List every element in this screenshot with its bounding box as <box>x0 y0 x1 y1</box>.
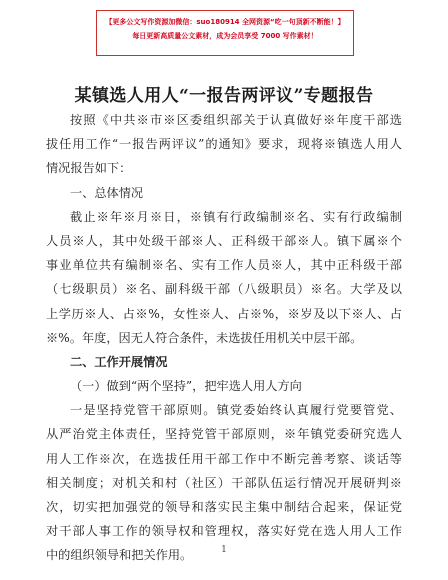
body-line: 中的组织领导和把关作用。 <box>46 548 193 563</box>
promo-banner <box>96 10 354 56</box>
body-line: 用人工作※次，在选拔任用干部工作中不断完善考察、谈话等 <box>46 451 402 466</box>
section-heading-overview: 一、总体情况 <box>70 185 144 200</box>
body-line: 拔任用工作“一报告两评议”的通知》要求，现将※镇选人用人 <box>46 137 402 152</box>
body-line: 上学历※人、占※%，女性※人、占※%，※岁及以下※人、占 <box>46 306 402 321</box>
body-line: 事业单位共有编制※名、实有工作人员※人，其中正科级干部 <box>46 258 402 273</box>
subsection-heading: （一）做到“两个坚持”，把牢选人用人方向 <box>70 379 302 394</box>
body-line: 按照《中共※市※区委组织部关于认真做好※年度干部选 <box>70 113 402 127</box>
body-line: （七级职员）※名、副科级干部（八级职员）※名。大学及以 <box>46 282 402 297</box>
body-line: 相关制度；对机关和村（社区）干部队伍运行情况开展研判※ <box>46 475 402 490</box>
body-line: 截止※年※月※日，※镇有行政编制※名、实有行政编制 <box>70 209 402 224</box>
body-line: ※%。年度，因无人符合条件，未选拔任用机关中层干部。 <box>46 330 363 345</box>
page-number: 1 <box>221 545 227 555</box>
document-body <box>46 108 402 568</box>
section-heading-work: 二、工作开展情况 <box>70 354 168 369</box>
body-line: 一是坚持党管干部原则。镇党委始终认真履行党要管党、 <box>70 403 402 418</box>
banner-line-1: 【更多公文写作资源加微信：suo180914 全网资源“吃一句顶新不断能！】 <box>105 18 345 26</box>
banner-line-2: 每日更新高质量公文素材，成为会员享受 7000 写作素材！ <box>132 32 318 40</box>
body-line: 对干部人事工作的领导权和管理权，落实好党在选人用人工作 <box>46 524 402 539</box>
body-line: 从严治党主体责任，坚持党管干部原则，※年镇党委研究选人 <box>46 427 402 442</box>
body-line: 人员※人，其中处级干部※人、正科级干部※人。镇下属※个 <box>46 233 402 248</box>
document-title: 某镇选人用人“一报告两评议”专题报告 <box>74 86 374 106</box>
body-line: 情况报告如下： <box>46 161 132 176</box>
body-line: 次，切实把加强党的领导和落实民主集中制结合起来，保证党 <box>46 500 402 514</box>
